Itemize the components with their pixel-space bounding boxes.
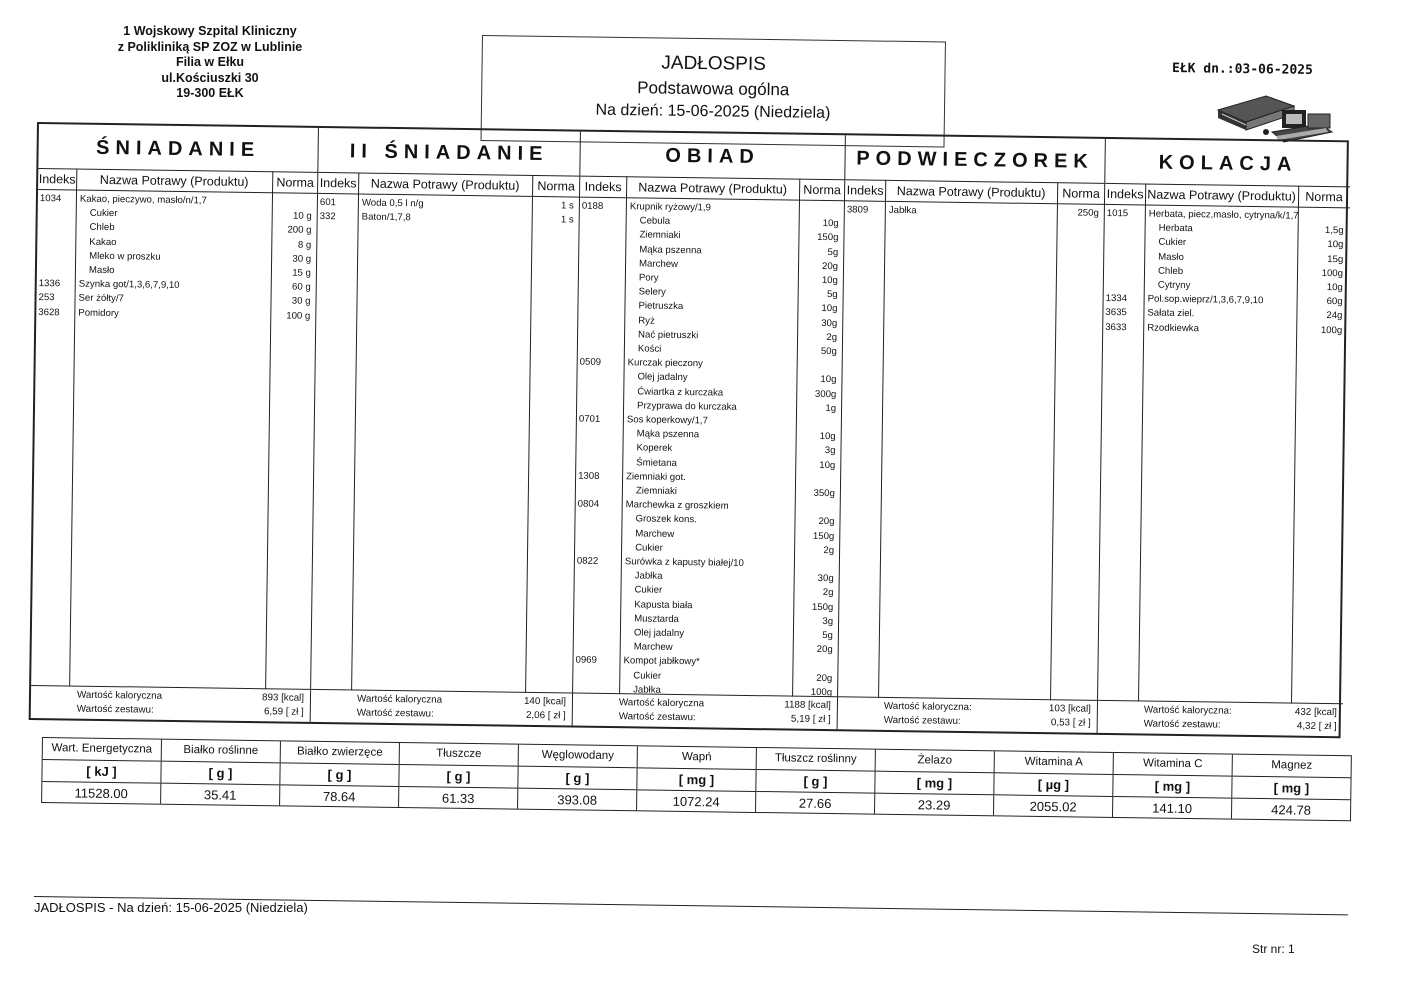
row-norm: 5g bbox=[827, 246, 839, 258]
nutrient-bia-ko-zwierze-ce bbox=[280, 741, 400, 807]
ingredient-name: Marchew bbox=[639, 258, 679, 270]
row-norm: 150g bbox=[817, 232, 839, 244]
meal-title: II ŚNIADANIE bbox=[318, 128, 580, 177]
meal-title: KOLACJA bbox=[1105, 139, 1351, 187]
ingredient-name: Musztarda bbox=[634, 613, 679, 625]
dish-name: Sos koperkowy/1,7 bbox=[626, 414, 709, 427]
ingredient-name: Cukier bbox=[633, 669, 662, 682]
calorie-value: 103 [kcal] bbox=[1048, 703, 1091, 715]
nutrient-label: Wapń bbox=[638, 746, 756, 770]
row-norm: 15 g bbox=[292, 267, 311, 279]
row-index: 0804 bbox=[577, 498, 600, 511]
row-norm: 100g bbox=[810, 686, 833, 698]
nutrient-value: 2055.02 bbox=[1029, 798, 1077, 815]
nutrient-label: Węglowodany bbox=[519, 745, 637, 769]
nutrient-label: Białko roślinne bbox=[162, 740, 280, 764]
nutrient-we-glowodany bbox=[518, 745, 638, 811]
menu-row bbox=[1103, 321, 1348, 337]
org-line: ul.Kościuszki 30 bbox=[161, 70, 259, 85]
cost-label: Wartość zestawu: bbox=[618, 711, 696, 724]
row-norm: 150g bbox=[811, 601, 834, 613]
nutrient-value: 424.78 bbox=[1271, 802, 1312, 818]
row-norm: 200 g bbox=[287, 224, 312, 237]
ingredient-name: Ziemniaki bbox=[635, 485, 678, 497]
row-norm: 30 g bbox=[292, 253, 312, 265]
row-index: 1334 bbox=[1105, 293, 1128, 305]
row-norm: 2g bbox=[823, 544, 835, 556]
nutrient-unit: [ mg ] bbox=[1113, 775, 1231, 799]
section-summary bbox=[31, 685, 310, 722]
nutrient-wapn bbox=[637, 746, 757, 812]
row-index: 3809 bbox=[846, 204, 869, 216]
row-norm: 2g bbox=[822, 587, 834, 599]
row-norm: 10g bbox=[1326, 282, 1343, 294]
cost-label: Wartość zestawu: bbox=[883, 714, 961, 727]
ingredient-name: Chleb bbox=[89, 222, 115, 234]
ingredient-name: Olej jadalny bbox=[637, 371, 688, 384]
dish-name: Krupnik ryżowy/1,9 bbox=[629, 201, 711, 214]
row-norm: 20g bbox=[821, 260, 839, 272]
ingredient-name: Jabłka bbox=[634, 570, 663, 582]
row-norm: 1 s bbox=[560, 200, 574, 212]
menu-table bbox=[29, 122, 1349, 738]
dish-name: Sałata ziel. bbox=[1147, 307, 1195, 320]
nutrient-unit: [ g ] bbox=[280, 763, 398, 787]
ingredient-name: Mąka pszenna bbox=[639, 244, 702, 256]
nutrient-label: Magnez bbox=[1233, 755, 1351, 779]
column-header-index: Indeks bbox=[318, 172, 358, 195]
nutrient-unit: [ mg ] bbox=[637, 768, 755, 792]
row-norm: 20g bbox=[816, 672, 833, 684]
column-divider bbox=[525, 175, 533, 693]
nutrient-unit: [ kJ ] bbox=[42, 760, 160, 784]
dish-name: Pol.sop.wieprz/1,3,6,7,9,10 bbox=[1147, 293, 1264, 307]
nutrient-label: Żelazo bbox=[876, 750, 994, 774]
ingredient-name: Śmietana bbox=[636, 456, 677, 469]
ingredient-name: Ziemniaki bbox=[639, 229, 681, 242]
calorie-label: Wartość kaloryczna bbox=[618, 697, 705, 710]
calorie-label: Wartość kaloryczna: bbox=[883, 700, 972, 714]
row-index: 601 bbox=[319, 196, 336, 209]
meal-section-obiad bbox=[573, 132, 846, 730]
row-norm: 60g bbox=[1326, 296, 1343, 308]
ingredient-name: Mąka pszenna bbox=[636, 428, 700, 441]
dish-name: Surówka z kapusty białej/10 bbox=[624, 556, 744, 569]
ingredient-name: Chleb bbox=[1157, 265, 1184, 277]
row-norm: 300g bbox=[814, 388, 837, 400]
ingredient-name: Herbata bbox=[1158, 222, 1193, 235]
dish-name: Kurczak pieczony bbox=[627, 357, 703, 370]
org-line: Filia w Ełku bbox=[175, 55, 245, 69]
column-divider bbox=[878, 180, 886, 698]
row-norm: 15g bbox=[1327, 253, 1344, 265]
row-norm: 50g bbox=[820, 345, 837, 358]
ingredient-name: Kakao bbox=[89, 236, 117, 248]
nutrient-bia-ko-ros-linne bbox=[161, 740, 281, 806]
cost-value: 5,19 [ zł ] bbox=[790, 713, 831, 726]
column-header-name: Nazwa Potrawy (Produktu) bbox=[885, 180, 1057, 204]
column-header-norm: Norma bbox=[1298, 186, 1350, 209]
row-norm: 20g bbox=[816, 644, 833, 656]
row-norm: 24g bbox=[1326, 310, 1343, 322]
ingredient-name: Kości bbox=[637, 343, 662, 355]
meal-title: PODWIECZOREK bbox=[845, 135, 1105, 184]
calorie-label: Wartość kaloryczna bbox=[356, 693, 443, 706]
nutrient-t-uszcz-ros-linny bbox=[756, 748, 876, 814]
ingredient-name: Pietruszka bbox=[638, 300, 684, 313]
nutrition-table bbox=[41, 737, 1352, 821]
org-line: 1 Wojskowy Szpital Kliniczny bbox=[123, 24, 297, 38]
nutrient-wart-energetyczna bbox=[42, 738, 162, 804]
nutrient-label: Witamina A bbox=[995, 751, 1113, 775]
dish-name: Baton/1,7,8 bbox=[361, 211, 411, 224]
ingredient-name: Groszek kons. bbox=[635, 513, 697, 526]
nutrient-witamina-a bbox=[994, 751, 1114, 817]
column-header-name: Nazwa Potrawy (Produktu) bbox=[358, 172, 532, 196]
nutrient-label: Tłuszcz roślinny bbox=[757, 748, 875, 772]
row-norm: 150g bbox=[812, 530, 835, 542]
row-index: 253 bbox=[38, 292, 55, 304]
ingredient-name: Marchew bbox=[635, 527, 675, 540]
row-index: 0822 bbox=[576, 555, 599, 567]
nutrient-value: 23.29 bbox=[917, 797, 951, 813]
hospital-address bbox=[100, 24, 320, 102]
column-header-name: Nazwa Potrawy (Produktu) bbox=[76, 169, 272, 194]
section-summary bbox=[573, 693, 837, 730]
row-norm: 10g bbox=[1327, 239, 1344, 251]
nutrient-magnez bbox=[1232, 755, 1351, 821]
ingredient-name: Cukier bbox=[1158, 237, 1187, 249]
row-norm: 100g bbox=[1320, 324, 1343, 336]
nutrient-t-uszcze bbox=[399, 743, 519, 809]
column-header-index: Indeks bbox=[1105, 183, 1145, 206]
document-title: JADŁOSPIS bbox=[661, 52, 767, 75]
document-subtitle: Podstawowa ogólna bbox=[637, 78, 790, 100]
nutrient-value: 27.66 bbox=[798, 795, 832, 812]
row-norm: 30 g bbox=[291, 295, 311, 308]
ingredient-name: Koperek bbox=[636, 442, 673, 455]
calorie-value: 893 [kcal] bbox=[261, 692, 305, 704]
ingredient-name: Mleko w proszku bbox=[89, 250, 161, 263]
column-divider bbox=[1050, 182, 1058, 700]
meal-section-kolacja bbox=[1098, 139, 1351, 736]
nutrient-unit: [ g ] bbox=[161, 762, 279, 786]
nutrient-unit: [ mg ] bbox=[1232, 777, 1350, 801]
cost-value: 4,32 [ zł ] bbox=[1296, 720, 1337, 733]
nutrient-label: Białko zwierzęce bbox=[281, 741, 399, 765]
footer-text: JADŁOSPIS - Na dzień: 15-06-2025 (Niedziela) bbox=[34, 900, 308, 915]
row-norm: 350g bbox=[813, 487, 835, 500]
row-norm: 60 g bbox=[291, 281, 311, 294]
calorie-value: 432 [kcal] bbox=[1294, 706, 1337, 719]
ingredient-name: Cukier bbox=[89, 207, 118, 220]
dish-name: Herbata, piecz,masło, cytryna/k/1,7 bbox=[1148, 208, 1299, 222]
meal-title: OBIAD bbox=[580, 132, 845, 181]
print-date: EŁK dn.:03-06-2025 bbox=[1171, 61, 1313, 78]
ingredient-name: Marchew bbox=[633, 641, 673, 654]
row-norm: 3g bbox=[822, 615, 834, 627]
ingredient-name: Masło bbox=[88, 264, 115, 277]
ingredient-name: Selery bbox=[638, 286, 666, 298]
row-norm: 8 g bbox=[297, 239, 312, 251]
cost-value: 2,06 [ zł ] bbox=[525, 709, 566, 722]
row-norm: 20g bbox=[818, 516, 835, 528]
dish-name: Rzodkiewka bbox=[1147, 322, 1200, 334]
ingredient-name: Przyprawa do kurczaka bbox=[637, 400, 737, 413]
row-index: 0509 bbox=[579, 356, 602, 369]
dish-name: Ziemniaki got. bbox=[626, 471, 686, 483]
row-index: 332 bbox=[319, 211, 336, 223]
nutrient-unit: [ g ] bbox=[399, 765, 517, 789]
nutrient-label: Tłuszcze bbox=[400, 743, 518, 767]
menu-row bbox=[36, 306, 316, 323]
column-header-norm: Norma bbox=[532, 175, 580, 198]
ingredient-name: Cukier bbox=[634, 584, 663, 597]
row-norm: 5g bbox=[822, 630, 833, 642]
section-summary bbox=[838, 696, 1097, 733]
cost-value: 6,59 [ zł ] bbox=[263, 706, 304, 718]
nutrient-value: 11528.00 bbox=[74, 785, 128, 802]
column-header-norm: Norma bbox=[272, 171, 318, 194]
row-index: 0188 bbox=[581, 200, 604, 212]
column-header-name: Nazwa Potrawy (Produktu) bbox=[626, 176, 799, 200]
ingredient-name: Jabłka bbox=[633, 684, 661, 696]
ingredient-name: Cytryny bbox=[1157, 279, 1191, 292]
row-norm: 30g bbox=[821, 317, 838, 329]
dish-name: Jabłka bbox=[888, 204, 917, 217]
column-header-norm: Norma bbox=[799, 179, 845, 202]
nutrient-label: Wart. Energetyczna bbox=[43, 738, 161, 762]
row-norm: 10g bbox=[821, 274, 838, 287]
row-index: 0701 bbox=[578, 413, 601, 425]
nutrient-value: 61.33 bbox=[441, 790, 475, 807]
column-divider bbox=[351, 172, 359, 690]
row-index: 1015 bbox=[1106, 207, 1129, 220]
dish-name: Woda 0,5 l n/g bbox=[361, 197, 424, 210]
page-number: Str nr: 1 bbox=[1252, 942, 1295, 956]
row-norm: 10 g bbox=[292, 210, 312, 223]
nutrient-value: 393.08 bbox=[557, 792, 598, 808]
dish-name: Ser żółty/7 bbox=[78, 292, 124, 305]
row-index: 3633 bbox=[1105, 321, 1127, 333]
row-index: 0969 bbox=[575, 654, 597, 667]
meal-title: ŚNIADANIE bbox=[38, 124, 318, 173]
column-header-norm: Norma bbox=[1057, 182, 1105, 205]
ingredient-name: Kapusta biała bbox=[634, 598, 693, 611]
row-norm: 100 g bbox=[286, 310, 311, 322]
nutrient-unit: [ µg ] bbox=[994, 773, 1112, 797]
cost-label: Wartość zestawu: bbox=[1143, 718, 1221, 731]
row-norm: 1 s bbox=[560, 214, 574, 226]
row-norm: 10g bbox=[822, 218, 839, 230]
column-header-index: Indeks bbox=[38, 168, 76, 191]
nutrient-value: 141.10 bbox=[1152, 800, 1193, 817]
row-norm: 10g bbox=[820, 374, 837, 386]
row-norm: 10g bbox=[819, 459, 836, 471]
nutrient-label: Witamina C bbox=[1114, 753, 1232, 777]
nutrient-unit: [ g ] bbox=[756, 770, 874, 794]
ingredient-name: Nać pietruszki bbox=[638, 329, 699, 342]
dish-name: Kakao, pieczywo, masło/n/1,7 bbox=[79, 193, 207, 207]
nutrient-z-elazo bbox=[875, 750, 995, 816]
ingredient-name: Ryż bbox=[638, 315, 655, 327]
row-norm: 2g bbox=[826, 331, 838, 343]
row-norm: 3g bbox=[824, 445, 836, 457]
row-norm: 10g bbox=[819, 431, 836, 443]
cost-value: 0,53 [ zł ] bbox=[1050, 717, 1091, 729]
meal-section-s-niadanie bbox=[31, 124, 319, 722]
org-line: z Polikliniką SP ZOZ w Lublinie bbox=[117, 39, 303, 54]
calorie-value: 1188 [kcal] bbox=[784, 699, 832, 712]
nutrient-value: 1072.24 bbox=[672, 793, 720, 810]
ingredient-name: Cukier bbox=[635, 542, 663, 554]
row-index: 3628 bbox=[38, 306, 60, 318]
row-norm: 250g bbox=[1077, 207, 1099, 219]
row-norm: 10g bbox=[821, 303, 838, 315]
row-norm: 100g bbox=[1321, 267, 1344, 280]
ingredient-name: Pory bbox=[638, 272, 659, 284]
ingredient-name: Ćwiartka z kurczaka bbox=[637, 386, 724, 399]
row-index: 1308 bbox=[578, 470, 600, 482]
nutrient-witamina-c bbox=[1113, 753, 1233, 819]
column-header-index: Indeks bbox=[845, 179, 885, 202]
dish-name: Szynka got/1,3,6,7,9,10 bbox=[78, 278, 180, 292]
nutrient-unit: [ g ] bbox=[518, 767, 636, 791]
column-header-index: Indeks bbox=[580, 176, 626, 199]
section-summary bbox=[311, 689, 572, 726]
nutrient-value: 35.41 bbox=[203, 787, 237, 803]
row-norm: 1,5g bbox=[1324, 225, 1344, 237]
meal-section-podwieczorek bbox=[838, 135, 1106, 733]
cost-label: Wartość zestawu: bbox=[76, 703, 154, 716]
calorie-value: 140 [kcal] bbox=[523, 695, 567, 708]
dish-name: Pomidory bbox=[78, 307, 119, 319]
row-index: 3635 bbox=[1105, 307, 1127, 319]
row-norm: 1g bbox=[825, 402, 837, 414]
ingredient-name: Olej jadalny bbox=[633, 627, 685, 640]
nutrient-value: 78.64 bbox=[322, 788, 356, 805]
dish-name: Marchewka z groszkiem bbox=[625, 499, 729, 512]
row-index: 1034 bbox=[39, 193, 62, 205]
calorie-label: Wartość kaloryczna: bbox=[1143, 704, 1232, 717]
org-line: 19-300 EŁK bbox=[176, 86, 244, 100]
column-header-name: Nazwa Potrawy (Produktu) bbox=[1145, 183, 1298, 207]
cost-label: Wartość zestawu: bbox=[356, 707, 434, 720]
calorie-label: Wartość kaloryczna bbox=[76, 689, 163, 702]
menu-date: Na dzień: 15-06-2025 (Niedziela) bbox=[595, 101, 831, 122]
nutrient-unit: [ mg ] bbox=[875, 772, 993, 796]
ingredient-name: Cebula bbox=[639, 215, 671, 228]
row-norm: 30g bbox=[817, 573, 834, 585]
section-summary bbox=[1098, 700, 1343, 736]
row-index: 1336 bbox=[38, 278, 61, 290]
dish-name: Kompot jabłkowy* bbox=[623, 655, 700, 668]
ingredient-name: Masło bbox=[1158, 251, 1184, 263]
meal-section-ii-s-niadanie bbox=[311, 128, 581, 726]
row-norm: 5g bbox=[826, 289, 838, 301]
